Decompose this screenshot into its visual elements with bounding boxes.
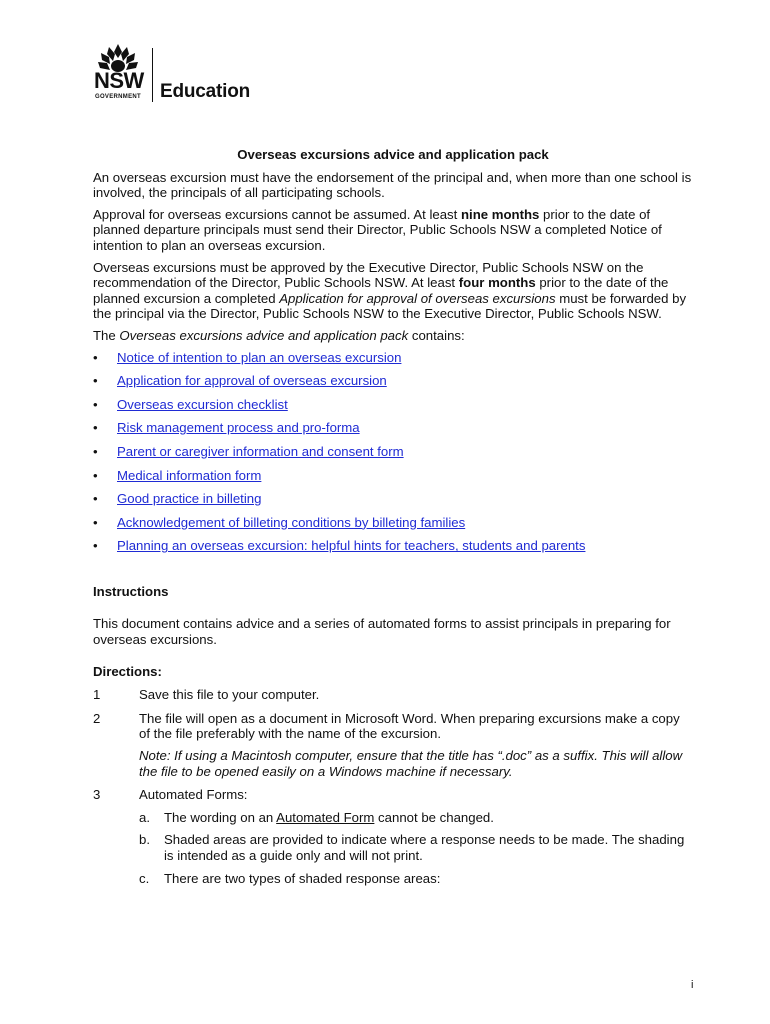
text-span: Approval for overseas excursions cannot be assumed. At least xyxy=(93,206,461,222)
sub-item-letter: b. xyxy=(139,832,150,848)
link-consent-form[interactable]: Parent or caregiver information and consent form xyxy=(117,443,404,459)
bullet: • xyxy=(93,396,98,412)
paragraph-endorsement: An overseas excursion must have the endorsement of the principal and, when more than one school is involved, the principals of all participating schools. xyxy=(93,169,692,201)
sub-item xyxy=(139,832,693,863)
pack-contents-list xyxy=(93,350,693,562)
bold-four-months: four months xyxy=(458,275,536,291)
nsw-education-logo xyxy=(92,44,272,106)
bullet: • xyxy=(93,538,98,554)
page-number: i xyxy=(691,979,694,991)
step-number: 1 xyxy=(93,687,101,703)
paragraph-approval xyxy=(93,207,693,254)
sub-item xyxy=(139,871,693,887)
text-span: prior to the date of planned departure principals must send their xyxy=(93,206,651,238)
link-excursion-checklist[interactable]: Overseas excursion checklist xyxy=(117,396,288,412)
link-medical-form[interactable]: Medical information form xyxy=(117,467,262,483)
link-risk-management[interactable]: Risk management process and pro-forma xyxy=(117,420,360,436)
text-span: Overseas excursions must be approved by the Executive Director, Public Schools NSW on the recommendation of the Director, Public Schools NSW. At least xyxy=(93,259,644,291)
list-item xyxy=(93,515,693,539)
bullet: • xyxy=(93,420,98,436)
bold-nine-months: nine months xyxy=(460,206,540,222)
logo-education-text: Education xyxy=(160,81,251,102)
document-body xyxy=(93,147,693,894)
logo-nsw-text: NSW xyxy=(94,68,144,93)
text-span: prior to the date of the planned excursion a completed xyxy=(93,275,669,306)
logo-government-text: GOVERNMENT xyxy=(95,94,142,100)
logo-divider xyxy=(152,48,153,102)
list-item xyxy=(93,491,693,515)
sub-item xyxy=(139,810,693,826)
bullet: • xyxy=(93,514,98,530)
step-text: Automated Forms: xyxy=(139,787,248,803)
list-item xyxy=(93,350,693,374)
italic-application-title: Application for approval of overseas excursions xyxy=(279,290,556,306)
step-text: The file will open as a document in Microsoft Word. When preparing excursions make a copy of the file preferably with the name of the excursion. xyxy=(139,710,680,742)
step-text: Save this file to your computer. xyxy=(139,687,320,703)
macintosh-note: Note: If using a Macintosh computer, ensure that the title has “.doc” as a suffix. This will allow the file to be opened easily on a Windows machine if necessary. xyxy=(139,748,683,779)
automated-form-text: Automated Form xyxy=(276,809,375,825)
direction-step xyxy=(93,687,693,703)
text-span: The wording on an xyxy=(164,809,277,825)
link-billeting-acknowledgement[interactable]: Acknowledgement of billeting conditions by billeting families xyxy=(117,514,466,530)
italic-pack-title: Overseas excursions advice and application pack xyxy=(119,327,409,343)
bullet: • xyxy=(93,349,98,365)
text-span: Director, Public Schools NSW xyxy=(356,222,531,238)
paragraph-executive-approval xyxy=(93,260,693,322)
direction-step xyxy=(93,787,693,886)
paragraph-pack-contents xyxy=(93,328,693,344)
list-item xyxy=(93,373,693,397)
list-item xyxy=(93,538,693,562)
list-item xyxy=(93,397,693,421)
link-notice-of-intention[interactable]: Notice of intention to plan an overseas excursion xyxy=(117,349,402,365)
page-title: Overseas excursions advice and application pack xyxy=(237,147,549,162)
link-application-for-approval[interactable]: Application for approval of overseas excursion xyxy=(117,373,387,389)
sub-item-letter: c. xyxy=(139,870,150,886)
sub-item-letter: a. xyxy=(139,809,150,825)
link-helpful-hints[interactable]: Planning an overseas excursion: helpful hints for teachers, students and parents xyxy=(117,538,586,554)
directions-heading: Directions: xyxy=(93,663,162,679)
step-number: 3 xyxy=(93,787,101,803)
bullet: • xyxy=(93,373,98,389)
sub-item-text: There are two types of shaded response areas: xyxy=(164,870,441,886)
text-span: cannot be changed. xyxy=(374,809,494,825)
bullet: • xyxy=(93,443,98,459)
sub-item-text: Shaded areas are provided to indicate where a response needs to be made. The shading is intended as a guide only and will not print. xyxy=(164,832,685,863)
bullet: • xyxy=(93,467,98,483)
link-billeting-practice[interactable]: Good practice in billeting xyxy=(117,491,262,507)
direction-step xyxy=(93,711,693,779)
instructions-heading: Instructions xyxy=(93,583,169,599)
list-item xyxy=(93,420,693,444)
text-span: a completed Notice of intention to plan an overseas excursion. xyxy=(93,222,662,253)
step-number: 2 xyxy=(93,710,101,726)
list-item xyxy=(93,444,693,468)
bullet: • xyxy=(93,491,98,507)
text-span: The xyxy=(93,327,120,343)
text-span: must be forwarded by the principal via the Director, Public Schools NSW to the Executive Director, Public Schools NSW. xyxy=(93,290,687,322)
list-item xyxy=(93,468,693,492)
text-span: contains: xyxy=(408,327,465,343)
instructions-text: This document contains advice and a series of automated forms to assist principals in preparing for overseas excursions. xyxy=(93,616,671,648)
